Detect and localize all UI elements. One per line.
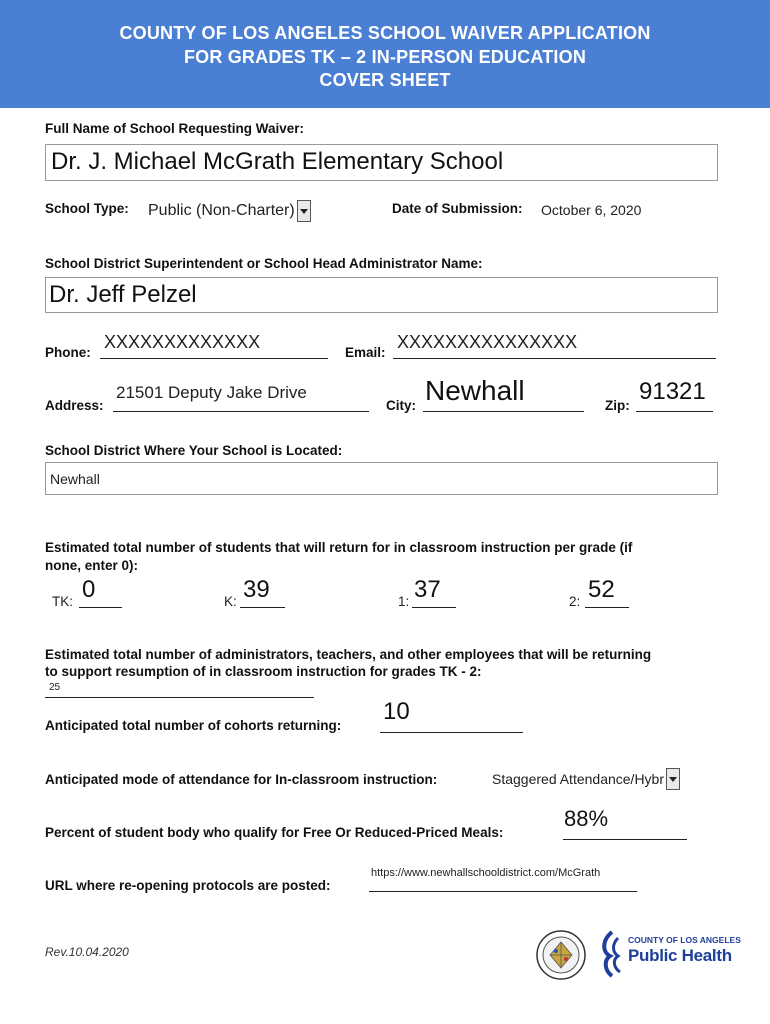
tk-value: 0 — [82, 576, 96, 603]
school-name-field[interactable] — [45, 144, 718, 181]
url-value: https://www.newhallschooldistrict.com/McGrath — [371, 867, 601, 879]
tk-label: TK: — [52, 594, 74, 609]
phone-field[interactable] — [100, 334, 328, 359]
zip-field[interactable] — [636, 380, 713, 412]
revision-text: Rev.10.04.2020 — [45, 945, 129, 959]
public-health-logo — [598, 928, 741, 980]
chevron-down-icon[interactable] — [297, 200, 311, 222]
header-banner — [0, 0, 770, 108]
phone-label: Phone: — [45, 345, 91, 360]
header-title-line3: COVER SHEET — [319, 70, 451, 90]
district-field[interactable] — [45, 462, 718, 495]
date-field[interactable]: October 6, 2020 — [541, 202, 642, 218]
students-label-line1: Estimated total number of students that will return for in classroom instruction per grade (if — [45, 540, 633, 555]
city-field[interactable] — [423, 377, 584, 412]
school-name-label: Full Name of School Requesting Waiver: — [45, 121, 305, 136]
staff-value: 25 — [49, 682, 61, 693]
header-title-line2: FOR GRADES TK – 2 IN-PERSON EDUCATION — [183, 46, 587, 67]
zip-label: Zip: — [605, 398, 630, 413]
email-field[interactable] — [393, 334, 716, 359]
admin-name-field[interactable] — [45, 277, 718, 313]
cohorts-value: 10 — [383, 698, 410, 725]
grade2-field[interactable] — [585, 578, 629, 608]
public-health-emblem-icon — [598, 930, 626, 978]
grade2-label: 2: — [569, 594, 581, 609]
grade1-label: 1: — [398, 594, 410, 609]
header-title-line1: COUNTY OF LOS ANGELES SCHOOL WAIVER APPLICATION — [119, 23, 651, 43]
k-field[interactable] — [240, 578, 285, 608]
staff-field[interactable] — [45, 681, 314, 698]
address-label: Address: — [45, 398, 104, 413]
school-name-value: Dr. J. Michael McGrath Elementary School — [51, 148, 504, 175]
email-label: Email: — [345, 345, 386, 360]
district-label: School District Where Your School is Located: — [45, 443, 343, 458]
phone-value: XXXXXXXXXXXXX — [104, 332, 261, 352]
k-value: 39 — [243, 576, 270, 603]
school-type-dropdown[interactable] — [146, 200, 311, 222]
grade2-value: 52 — [588, 576, 615, 603]
email-value: XXXXXXXXXXXXXXX — [397, 332, 578, 352]
date-label: Date of Submission: — [392, 201, 523, 216]
staff-label-line2: to support resumption of in classroom instruction for grades TK - 2: — [45, 664, 482, 679]
attendance-value: Staggered Attendance/Hybr — [492, 771, 665, 787]
school-type-value: Public (Non-Charter) — [148, 202, 295, 219]
cohorts-field[interactable] — [380, 700, 523, 733]
grade1-value: 37 — [414, 576, 441, 603]
students-label-line2: none, enter 0): — [45, 558, 139, 573]
frpm-value: 88% — [564, 806, 609, 831]
chevron-down-icon[interactable] — [666, 768, 680, 790]
logo-public-health-text: Public Health — [628, 946, 732, 965]
tk-field[interactable] — [79, 578, 122, 608]
admin-name-label: School District Superintendent or School Head Administrator Name: — [45, 256, 483, 271]
attendance-label: Anticipated mode of attendance for In-classroom instruction: — [45, 772, 438, 787]
staff-label-line1: Estimated total number of administrators, teachers, and other employees that will be returning — [45, 647, 652, 662]
city-value: Newhall — [425, 375, 525, 406]
grade1-field[interactable] — [412, 578, 456, 608]
frpm-field[interactable] — [563, 806, 687, 840]
address-field[interactable] — [113, 382, 369, 412]
district-value: Newhall — [50, 471, 100, 487]
admin-name-value: Dr. Jeff Pelzel — [49, 281, 197, 308]
zip-value: 91321 — [639, 378, 706, 405]
attendance-dropdown[interactable] — [490, 768, 680, 790]
address-value: 21501 Deputy Jake Drive — [116, 383, 307, 402]
url-label: URL where re-opening protocols are posted: — [45, 878, 331, 893]
cohorts-label: Anticipated total number of cohorts returning: — [45, 718, 342, 733]
k-label: K: — [224, 594, 237, 609]
logo-county-text: COUNTY OF LOS ANGELES — [628, 935, 741, 945]
county-seal-logo — [536, 930, 586, 980]
url-field[interactable] — [369, 866, 637, 892]
city-label: City: — [386, 398, 416, 413]
frpm-label: Percent of student body who qualify for Free Or Reduced-Priced Meals: — [45, 825, 504, 840]
school-type-label: School Type: — [45, 201, 129, 216]
